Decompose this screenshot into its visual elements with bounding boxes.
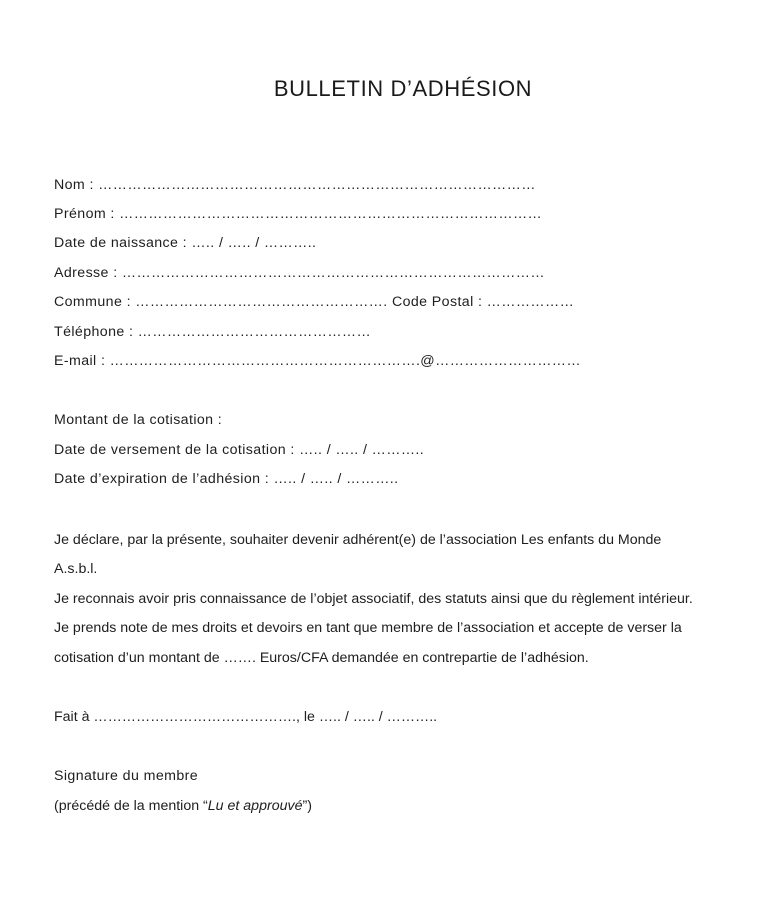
signature-note-suffix: ”) bbox=[302, 798, 312, 814]
field-email: E-mail : ……………………………………………………….@………………………… bbox=[54, 353, 581, 369]
declaration-line-1: Je déclare, par la présente, souhaiter devenir adhérent(e) de l’association Les enfants du Monde bbox=[54, 532, 662, 548]
signature-note-mention: Lu et approuvé bbox=[207, 798, 303, 814]
field-adresse: Adresse : …………………………………………………………………………… bbox=[54, 265, 545, 281]
cotisation-montant: Montant de la cotisation : bbox=[54, 412, 223, 428]
cotisation-date-versement: Date de versement de la cotisation : ….. / ….. / ……….. bbox=[54, 442, 425, 458]
field-date-naissance: Date de naissance : ….. / ….. / ……….. bbox=[54, 235, 317, 251]
signature-note-prefix: (précédé de la mention “ bbox=[54, 798, 208, 814]
field-prenom: Prénom : …………………………………………………………………………… bbox=[54, 206, 543, 222]
document-title: BULLETIN D’ADHÉSION bbox=[273, 76, 533, 101]
cotisation-date-expiration: Date d’expiration de l’adhésion : ….. / ….. / ……….. bbox=[54, 471, 399, 487]
field-telephone: Téléphone : ………………………………………… bbox=[54, 324, 372, 340]
signature-label: Signature du membre bbox=[54, 768, 199, 784]
field-nom: Nom : ……………………………………………………………………………… bbox=[54, 177, 536, 193]
signature-note bbox=[54, 797, 312, 815]
field-commune-code-postal: Commune : ……………………………………………. Code Postal : ……………… bbox=[54, 294, 575, 310]
declaration-line-4: Je prends note de mes droits et devoirs en tant que membre de l’association et accepte de verser la bbox=[54, 620, 682, 636]
fait-a-line: Fait à ……………………………………., le ….. / ….. / ……….. bbox=[54, 709, 438, 725]
declaration-line-5: cotisation d’un montant de ……. Euros/CFA demandée en contrepartie de l’adhésion. bbox=[54, 650, 589, 666]
declaration-line-3: Je reconnais avoir pris connaissance de l’objet associatif, des statuts ainsi que du règlement intérieur. bbox=[54, 591, 693, 607]
declaration-line-2: A.s.b.l. bbox=[54, 561, 98, 577]
